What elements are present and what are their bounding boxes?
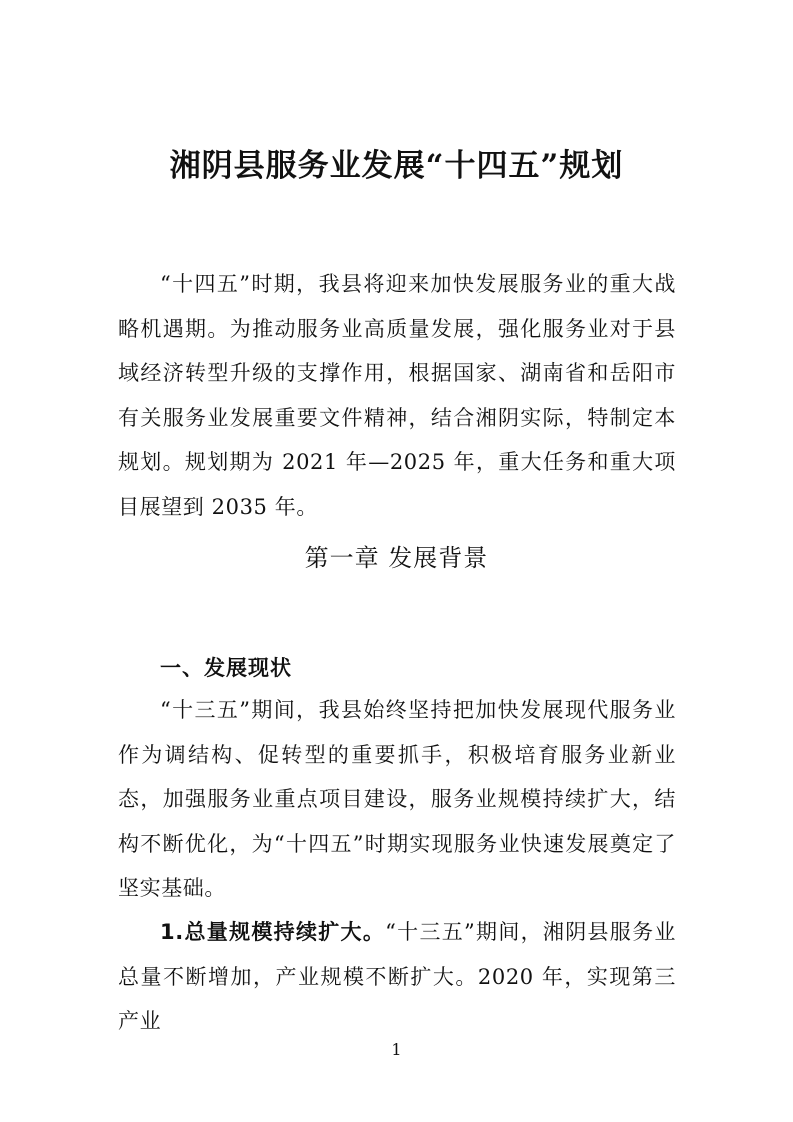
section-paragraph xyxy=(118,688,676,911)
section-text: “十三五”期间，我县始终坚持把加快发展现代服务业作为调结构、促转型的重要抓手，积极培育服务业新业态，加强服务业重点项目建设，服务业规模持续扩大，结构不断优化，为“十四五”时期实现服务业快速发展奠定了坚实基础。 xyxy=(118,698,676,900)
item1-lead: 1.总量规模持续扩大。 xyxy=(160,920,386,944)
page-number: 1 xyxy=(391,1040,402,1059)
intro-text: “十四五”时期，我县将迎来加快发展服务业的重大战略机遇期。为推动服务业高质量发展，强化服务业对于县域经济转型升级的支撑作用，根据国家、湖南省和岳阳市有关服务业发展重要文件精神，结合湘阴实际，特制定本规划。规划期为 2021 年—2025 年，重大任务和重大项目展望到 2035 年。 xyxy=(118,272,676,519)
section-title: 一、发展现状 xyxy=(160,656,292,680)
item1-text: “十三五”期间，湘阴县服务业总量不断增加，产业规模不断扩大。2020 年，实现第三产业 xyxy=(118,920,676,1033)
intro-paragraph xyxy=(118,262,676,529)
document-title: 湘阴县服务业发展“十四五”规划 xyxy=(169,148,624,184)
item1-paragraph xyxy=(118,910,676,1044)
chapter-title: 第一章 发展背景 xyxy=(304,544,489,572)
